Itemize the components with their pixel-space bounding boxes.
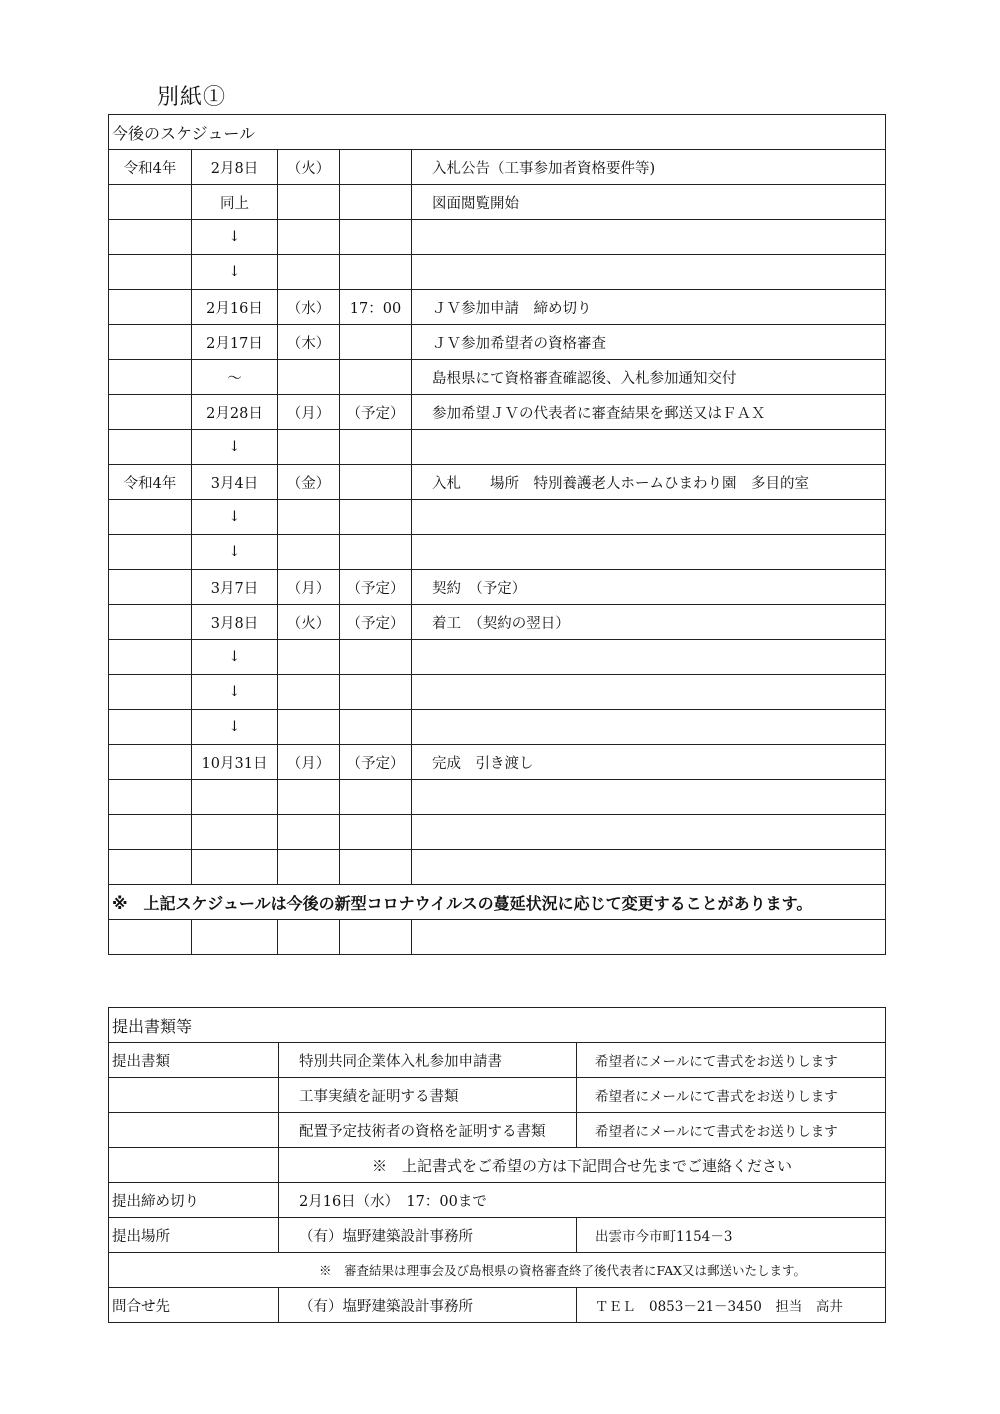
schedule-row	[109, 500, 886, 535]
weekday-cell	[278, 780, 340, 815]
time-cell	[340, 360, 412, 395]
description-cell	[412, 780, 886, 815]
deadline-label: 提出締め切り	[109, 1183, 279, 1218]
time-cell	[340, 500, 412, 535]
time-cell	[340, 150, 412, 185]
description-cell: 図面閲覧開始	[412, 185, 886, 220]
deadline-value: 2月16日（水） 17：00まで	[279, 1183, 886, 1218]
time-cell	[340, 220, 412, 255]
doc-row	[109, 1043, 886, 1078]
doc-label-empty	[109, 1078, 279, 1113]
date-cell: 2月16日	[192, 290, 278, 325]
description-cell: 参加希望ＪＶの代表者に審査結果を郵送又はＦＡＸ	[412, 395, 886, 430]
description-cell	[412, 815, 886, 850]
weekday-cell: （月）	[278, 395, 340, 430]
place-name: （有）塩野建築設計事務所	[279, 1218, 577, 1253]
era-cell	[109, 780, 192, 815]
document-label: 別紙①	[157, 85, 227, 110]
weekday-cell	[278, 815, 340, 850]
era-cell	[109, 745, 192, 780]
description-cell: 入札公告（工事参加者資格要件等)	[412, 150, 886, 185]
description-cell	[412, 255, 886, 290]
doc-note: 希望者にメールにて書式をお送りします	[577, 1078, 886, 1113]
date-cell: ↓	[192, 535, 278, 570]
inquiry-label: 問合せ先	[109, 1288, 279, 1323]
date-cell: ↓	[192, 220, 278, 255]
era-cell	[109, 535, 192, 570]
date-cell	[192, 780, 278, 815]
era-cell	[109, 850, 192, 885]
time-cell	[340, 325, 412, 360]
schedule-note-row	[109, 885, 886, 920]
era-cell	[109, 290, 192, 325]
documents-header-row	[109, 1008, 886, 1043]
schedule-row	[109, 780, 886, 815]
time-cell: （予定）	[340, 605, 412, 640]
result-note: ※ 審査結果は理事会及び島根県の資格審査終了後代表者にFAX又は郵送いたします。	[109, 1253, 886, 1288]
contact-note: ※ 上記書式をご希望の方は下記問合せ先までご連絡ください	[279, 1148, 886, 1183]
time-cell	[340, 465, 412, 500]
era-cell	[109, 640, 192, 675]
era-cell	[109, 325, 192, 360]
date-cell: ↓	[192, 255, 278, 290]
date-cell: 10月31日	[192, 745, 278, 780]
schedule-row	[109, 430, 886, 465]
time-cell: （予定）	[340, 570, 412, 605]
schedule-row	[109, 325, 886, 360]
weekday-cell	[278, 255, 340, 290]
weekday-cell	[278, 185, 340, 220]
era-cell: 令和4年	[109, 465, 192, 500]
date-cell: 3月4日	[192, 465, 278, 500]
description-cell	[412, 850, 886, 885]
schedule-row	[109, 745, 886, 780]
date-cell: 3月7日	[192, 570, 278, 605]
schedule-row	[109, 185, 886, 220]
schedule-row	[109, 360, 886, 395]
date-cell	[192, 850, 278, 885]
schedule-row	[109, 710, 886, 745]
place-address: 出雲市今市町1154－3	[577, 1218, 886, 1253]
time-cell: （予定）	[340, 745, 412, 780]
empty-cell	[340, 920, 412, 955]
date-cell: ↓	[192, 710, 278, 745]
weekday-cell	[278, 430, 340, 465]
era-cell	[109, 430, 192, 465]
era-cell	[109, 360, 192, 395]
era-cell	[109, 185, 192, 220]
time-cell	[340, 850, 412, 885]
weekday-cell	[278, 850, 340, 885]
date-cell: ～	[192, 360, 278, 395]
empty-cell	[109, 920, 192, 955]
weekday-cell	[278, 500, 340, 535]
era-cell	[109, 395, 192, 430]
time-cell	[340, 255, 412, 290]
weekday-cell	[278, 220, 340, 255]
era-cell	[109, 710, 192, 745]
schedule-row	[109, 570, 886, 605]
time-cell	[340, 535, 412, 570]
weekday-cell	[278, 360, 340, 395]
weekday-cell	[278, 675, 340, 710]
description-cell: 完成 引き渡し	[412, 745, 886, 780]
schedule-row	[109, 220, 886, 255]
era-cell	[109, 570, 192, 605]
empty-cell	[412, 920, 886, 955]
empty-cell	[278, 920, 340, 955]
schedule-empty-row	[109, 920, 886, 955]
date-cell: ↓	[192, 500, 278, 535]
weekday-cell: （火）	[278, 605, 340, 640]
description-cell	[412, 535, 886, 570]
time-cell: 17：00	[340, 290, 412, 325]
documents-title: 提出書類等	[109, 1008, 886, 1043]
date-cell: 2月28日	[192, 395, 278, 430]
description-cell: 入札 場所 特別養護老人ホームひまわり園 多目的室	[412, 465, 886, 500]
description-cell: ＪＶ参加希望者の資格審査	[412, 325, 886, 360]
date-cell: ↓	[192, 640, 278, 675]
date-cell: 同上	[192, 185, 278, 220]
schedule-row	[109, 535, 886, 570]
schedule-row	[109, 675, 886, 710]
inquiry-contact: ＴＥＬ 0853－21－3450 担当 高井	[577, 1288, 886, 1323]
inquiry-row	[109, 1288, 886, 1323]
era-cell	[109, 815, 192, 850]
doc-item: 工事実績を証明する書類	[279, 1078, 577, 1113]
date-cell: ↓	[192, 675, 278, 710]
weekday-cell: （月）	[278, 570, 340, 605]
weekday-cell	[278, 640, 340, 675]
schedule-row	[109, 255, 886, 290]
schedule-header-row	[109, 115, 886, 150]
schedule-note: ※ 上記スケジュールは今後の新型コロナウイルスの蔓延状況に応じて変更することがあります。	[109, 885, 886, 920]
place-row	[109, 1218, 886, 1253]
era-cell	[109, 605, 192, 640]
time-cell	[340, 185, 412, 220]
date-cell	[192, 815, 278, 850]
time-cell	[340, 780, 412, 815]
time-cell: （予定）	[340, 395, 412, 430]
description-cell: 島根県にて資格審査確認後、入札参加通知交付	[412, 360, 886, 395]
empty-cell	[192, 920, 278, 955]
doc-item: 特別共同企業体入札参加申請書	[279, 1043, 577, 1078]
time-cell	[340, 675, 412, 710]
schedule-row	[109, 290, 886, 325]
description-cell	[412, 710, 886, 745]
description-cell	[412, 675, 886, 710]
description-cell: 着工 （契約の翌日）	[412, 605, 886, 640]
description-cell: ＪＶ参加申請 締め切り	[412, 290, 886, 325]
schedule-table	[108, 114, 886, 955]
date-cell: 3月8日	[192, 605, 278, 640]
doc-label: 提出書類	[109, 1043, 279, 1078]
description-cell	[412, 640, 886, 675]
schedule-row	[109, 465, 886, 500]
weekday-cell: （木）	[278, 325, 340, 360]
era-cell	[109, 675, 192, 710]
description-cell	[412, 500, 886, 535]
weekday-cell: （水）	[278, 290, 340, 325]
weekday-cell	[278, 535, 340, 570]
description-cell	[412, 220, 886, 255]
time-cell	[340, 710, 412, 745]
schedule-row	[109, 850, 886, 885]
deadline-row	[109, 1183, 886, 1218]
weekday-cell	[278, 710, 340, 745]
schedule-row	[109, 815, 886, 850]
time-cell	[340, 815, 412, 850]
doc-label-empty	[109, 1113, 279, 1148]
inquiry-name: （有）塩野建築設計事務所	[279, 1288, 577, 1323]
schedule-row	[109, 605, 886, 640]
contact-note-row	[109, 1148, 886, 1183]
place-label: 提出場所	[109, 1218, 279, 1253]
description-cell	[412, 430, 886, 465]
result-note-row	[109, 1253, 886, 1288]
doc-note: 希望者にメールにて書式をお送りします	[577, 1113, 886, 1148]
contact-note-label-empty	[109, 1148, 279, 1183]
date-cell: ↓	[192, 430, 278, 465]
time-cell	[340, 640, 412, 675]
doc-row	[109, 1113, 886, 1148]
schedule-row	[109, 395, 886, 430]
weekday-cell: （火）	[278, 150, 340, 185]
schedule-row	[109, 150, 886, 185]
doc-row	[109, 1078, 886, 1113]
description-cell: 契約 （予定）	[412, 570, 886, 605]
documents-table	[108, 1007, 886, 1323]
era-cell: 令和4年	[109, 150, 192, 185]
time-cell	[340, 430, 412, 465]
doc-item: 配置予定技術者の資格を証明する書類	[279, 1113, 577, 1148]
era-cell	[109, 220, 192, 255]
date-cell: 2月17日	[192, 325, 278, 360]
doc-note: 希望者にメールにて書式をお送りします	[577, 1043, 886, 1078]
schedule-row	[109, 640, 886, 675]
weekday-cell: （月）	[278, 745, 340, 780]
schedule-title: 今後のスケジュール	[109, 115, 886, 150]
weekday-cell: （金）	[278, 465, 340, 500]
date-cell: 2月8日	[192, 150, 278, 185]
era-cell	[109, 255, 192, 290]
era-cell	[109, 500, 192, 535]
